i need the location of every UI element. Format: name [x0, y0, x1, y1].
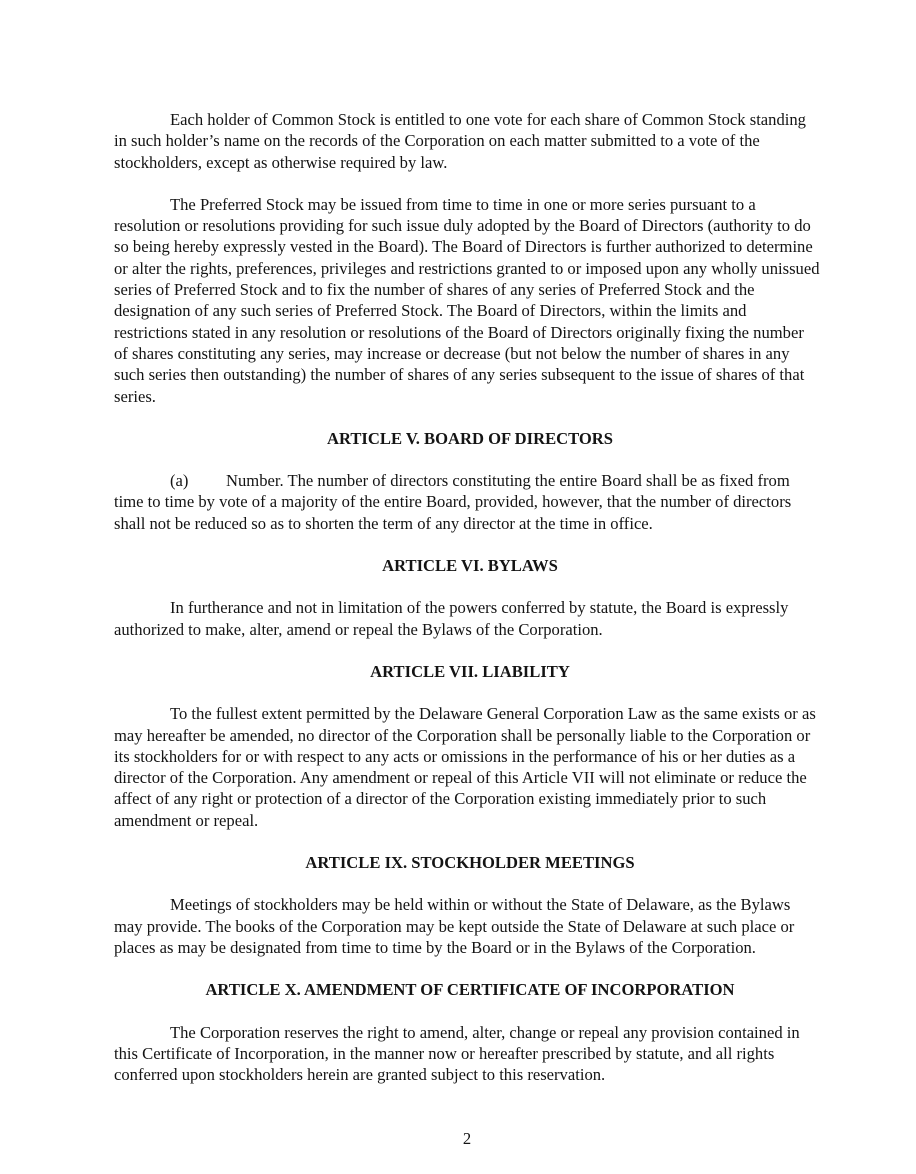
article-v-item-text: Number. The number of directors constituting the entire Board shall be as fixed from time to time by vote of a majority of the entire Board, provided, however, that the number of directors shall not be reduced so as to shorten the term of any director at the time in office.	[114, 471, 792, 533]
article-x-heading: ARTICLE X. AMENDMENT OF CERTIFICATE OF INCORPORATION	[205, 980, 735, 1000]
document-page	[114, 109, 820, 1085]
article-v-paragraph	[114, 470, 820, 534]
article-ix-paragraph: Meetings of stockholders may be held within or without the State of Delaware, as the Bylaws may provide. The books of the Corporation may be kept outside the State of Delaware at such place or places as may be designated from time to time by the Board or in the Bylaws of the Corporation.	[114, 895, 795, 957]
article-vii-paragraph: To the fullest extent permitted by the Delaware General Corporation Law as the same exists or as may hereafter be amended, no director of the Corporation shall be personally liable to the Corporation or its stockholders for or with respect to any acts or omissions in the performance of his or her duties as a director of the Corporation. Any amendment or repeal of this Article VII will not eliminate or reduce the affect of any right or protection of a director of the Corporation existing immediately prior to such amendment or repeal.	[114, 704, 816, 830]
article-v-heading: ARTICLE V. BOARD OF DIRECTORS	[326, 428, 614, 448]
article-x-paragraph: The Corporation reserves the right to amend, alter, change or repeal any provision contained in this Certificate of Incorporation, in the manner now or hereafter prescribed by statute, and all rights conferred upon stockholders herein are granted subject to this reservation.	[114, 1022, 800, 1085]
article-v-item-label: (a)	[170, 471, 189, 491]
article-vi-heading: ARTICLE VI. BYLAWS	[382, 556, 558, 576]
paragraph-preferred-stock: The Preferred Stock may be issued from time to time in one or more series pursuant to a resolution or resolutions providing for such issue duly adopted by the Board of Directors (authority to do so being hereby expressly vested in the Board). The Board of Directors is further authorized to determine or alter the rights, preferences, privileges and restrictions granted to or imposed upon any wholly unissued series of Preferred Stock and to fix the number of shares of any series of Preferred Stock and the designation of any such series of Preferred Stock. The Board of Directors, within the limits and restrictions stated in any resolution or resolutions of the Board of Directors originally fixing the number of shares constituting any series, may increase or decrease (but not below the number of shares in any such series then outstanding) the number of shares of any series subsequent to the issue of shares of that series.	[114, 194, 820, 406]
paragraph-common-stock-voting: Each holder of Common Stock is entitled to one vote for each share of Common Stock standing in such holder’s name on the records of the Corporation on each matter submitted to a vote of the stockholders, except as otherwise required by law.	[114, 110, 806, 172]
article-vii-heading: ARTICLE VII. LIABILITY	[370, 661, 570, 681]
article-ix-heading: ARTICLE IX. STOCKHOLDER MEETINGS	[305, 853, 635, 873]
article-vi-paragraph: In furtherance and not in limitation of the powers conferred by statute, the Board is expressly authorized to make, alter, amend or repeal the Bylaws of the Corporation.	[114, 598, 789, 639]
page-number: 2	[462, 1129, 472, 1148]
